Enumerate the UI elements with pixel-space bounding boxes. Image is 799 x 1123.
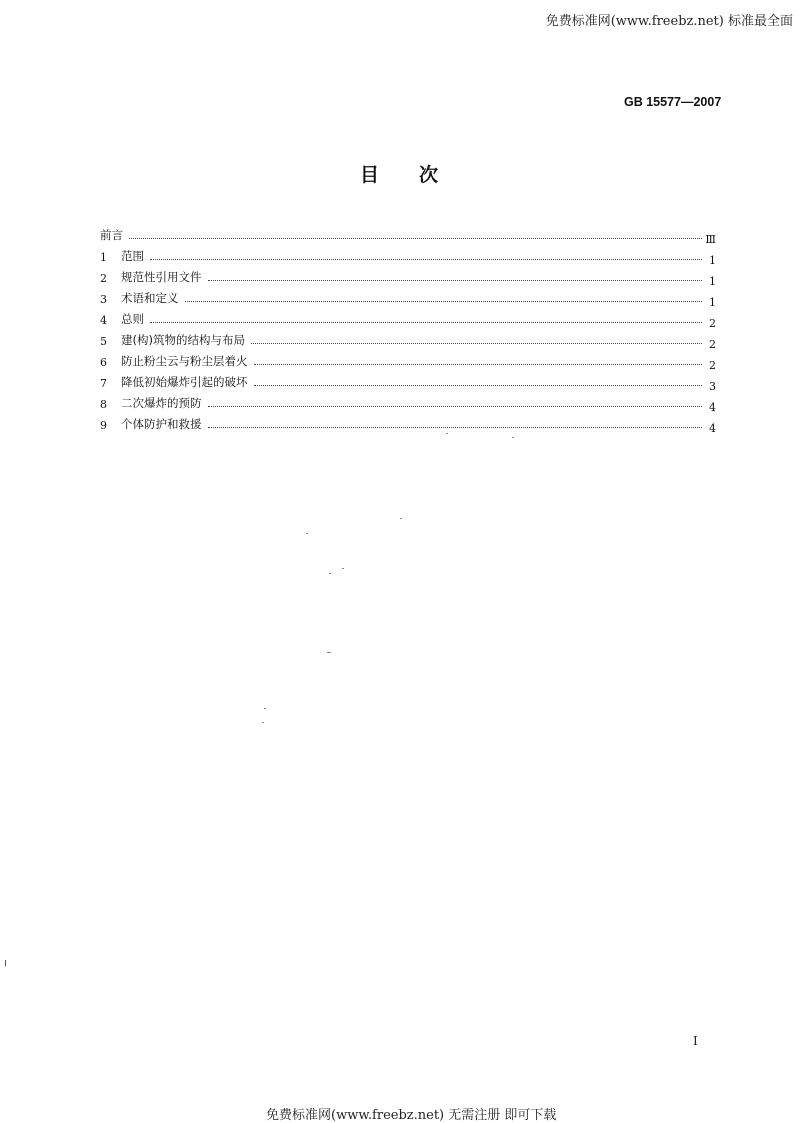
toc-entry-number: 4 [100,314,107,327]
toc-leader-dots [208,406,703,407]
toc-entry-page: 3 [709,380,716,393]
top-watermark: 免费标准网(www.freebz.net) 标准最全面 [545,14,793,29]
scan-speck [327,652,331,653]
toc-entry-page: 1 [709,254,716,267]
scan-speck [342,568,344,569]
toc-entry-3[interactable] [100,285,716,309]
scan-speck [512,437,514,438]
toc-entry-7[interactable] [100,369,716,393]
toc-entry-number: 3 [100,293,107,306]
scan-speck [5,960,6,966]
toc-entry-page: 2 [709,338,716,351]
toc-leader-dots [254,385,703,386]
toc-entry-number: 1 [100,251,107,264]
standard-code: GB 15577—2007 [624,95,722,109]
toc-entry-8[interactable] [100,390,716,414]
scan-speck [262,722,264,723]
scan-speck [306,533,308,534]
toc-entry-page: 2 [709,317,716,330]
toc-entry-label: 个体防护和救援 [121,417,202,431]
toc-entry-2[interactable] [100,264,716,288]
toc-entry-5[interactable] [100,327,716,351]
toc-leader-dots [129,238,702,239]
toc-entry-foreword[interactable] [100,222,716,246]
scan-speck [400,518,402,519]
toc-leader-dots [150,259,702,260]
toc-entry-label: 建(构)筑物的结构与布局 [121,333,245,347]
toc-entry-6[interactable] [100,348,716,372]
bottom-watermark: 免费标准网(www.freebz.net) 无需注册 即可下载 [266,1108,557,1123]
toc-entry-label: 前言 [100,228,123,242]
toc-entry-number: 6 [100,356,107,369]
table-of-contents [100,222,716,435]
toc-entry-label: 范围 [121,249,144,263]
toc-leader-dots [185,301,703,302]
page-number: I [693,1034,698,1048]
toc-title-part1: 目 [360,164,380,186]
toc-leader-dots [208,427,703,428]
scan-speck [264,708,266,709]
toc-entry-1[interactable] [100,243,716,267]
toc-leader-dots [208,280,703,281]
toc-title-part2: 次 [419,164,439,186]
toc-title [360,160,438,187]
scan-speck [446,433,448,434]
toc-entry-page: 4 [709,401,716,414]
toc-entry-9[interactable] [100,411,716,435]
toc-entry-label: 总则 [121,312,144,326]
toc-leader-dots [150,322,702,323]
toc-entry-number: 2 [100,272,107,285]
toc-entry-page: Ⅲ [705,233,716,246]
toc-leader-dots [254,364,703,365]
toc-entry-label: 防止粉尘云与粉尘层着火 [121,354,248,368]
toc-entry-page: 1 [709,275,716,288]
toc-entry-number: 9 [100,419,107,432]
toc-entry-4[interactable] [100,306,716,330]
toc-entry-page: 2 [709,359,716,372]
toc-entry-page: 4 [709,422,716,435]
scan-speck [329,573,331,574]
toc-entry-number: 5 [100,335,107,348]
toc-entry-number: 7 [100,377,107,390]
toc-entry-page: 1 [709,296,716,309]
toc-entry-label: 规范性引用文件 [121,270,202,284]
toc-entry-label: 二次爆炸的预防 [121,396,202,410]
toc-entry-label: 降低初始爆炸引起的破坏 [121,375,248,389]
toc-entry-number: 8 [100,398,107,411]
toc-leader-dots [251,343,702,344]
toc-entry-label: 术语和定义 [121,291,179,305]
